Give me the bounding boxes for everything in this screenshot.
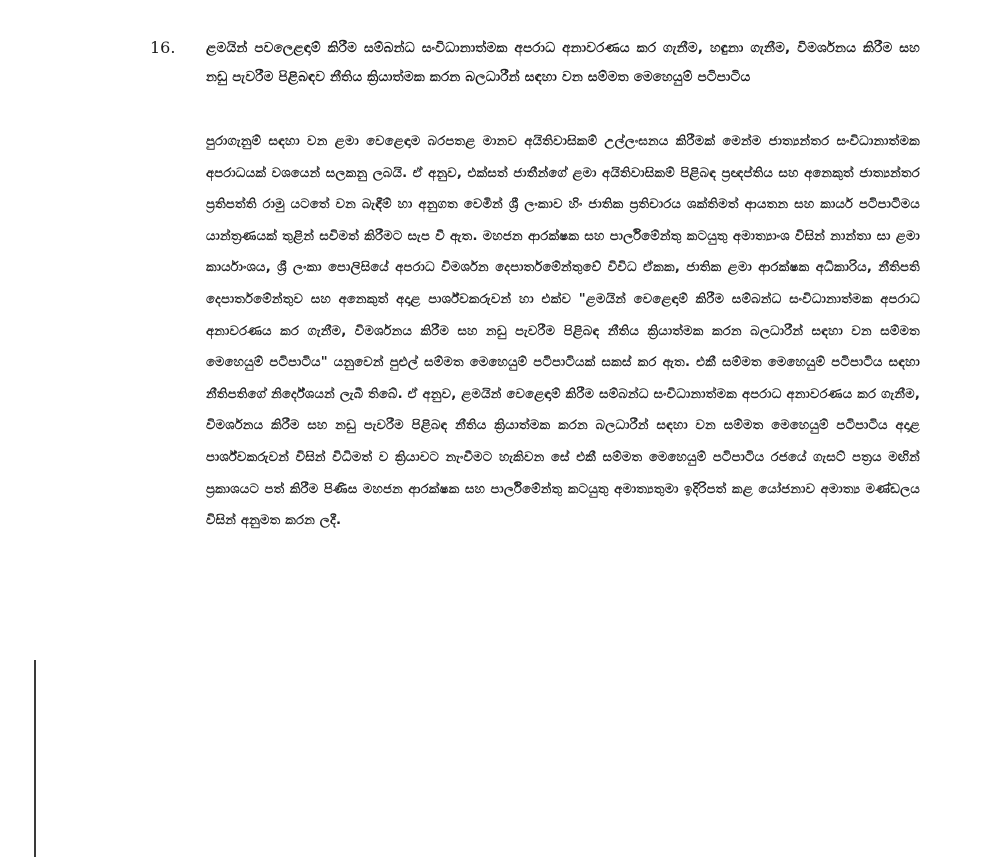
- cabinet-decision-item: [150, 34, 920, 537]
- left-margin-line: [34, 660, 36, 857]
- item-heading-row: [150, 34, 920, 92]
- item-heading: ළමයින් පවලෙළඳාම් කිරීම සම්බන්ධ සංවිධානාත්මක අපරාධ අනාවරණය කර ගැනීම, හඳුනා ගැනීම, විමර්ශනය කිරීම සහ නඩු පැවරීම පිළිබඳව නීතිය ක්‍රියාත්මක කරන බලධාරීන් සඳහා වන සම්මත මෙහෙයුම් පටිපාටිය: [206, 40, 920, 85]
- item-body-paragraph: පුරාගැනුම් සඳහා වන ළමා වෙළෙඳාම බරපතළ මානව අයිතිවාසිකම් උල්ලංඝනය කිරීමක් මෙන්ම ජාත්‍යන්තර සංවිධානාත්මක අපරාධයක් වශයෙන් සලකනු ලබයි. ඒ අනුව, එක්සත් ජාතීන්ගේ ළමා අයිතිවාසිකම් පිළිබඳ ප්‍රඥප්තිය සහ අනෙකුත් ජාත්‍යන්තර ප්‍රතිපත්ති රාමු යටතේ වන බැඳීම් හා අනුගත වෙමින් ශ්‍රී ලංකාව හිං ජාතික ප්‍රතිචාරය ශක්තිමත් ආයතන සහ කාර්ය පටිපාටිමය යාන්ත්‍රණයක් තුළින් සවිමත් කිරීමට සැප වී ඇත. මහජන ආරක්ෂක සහ පාර්ලිමේන්තු කටයුතු අමාත්‍යාංශ විසින් නාන්තා සා ළමා කාර්යාංශය, ශ්‍රී ලංකා පොලිසියේ අපරාධ විමර්ශන දෙපාර්තමේන්තුවේ විවිධ ඒකක, ජාතික ළමා ආරක්ෂක අධිකාරිය, නීතිපති දෙපාර්තමේන්තුව සහ අනෙකුත් අදාළ පාර්ශ්වකරුවන් හා එක්ව "ළමයින් වෙළෙඳාම් කිරීම සම්බන්ධ සංවිධානාත්මක අපරාධ අනාවරණය කර ගැනීම, විමර්ශනය කිරීම සහ නඩු පැවරීම පිළිබඳ නීතිය ක්‍රියාත්මක කරන බලධාරීන් සඳහා වන සම්මත මෙහෙයුම් පටිපාටිය" යනුවෙන් පුළුල් සම්මත මෙහෙයුම් පටිපාටියක් සකස් කර ඇත. එකී සම්මත මෙහෙයුම් පටිපාටිය සඳහා නීතිපතිගේ නිර්දේශයන් ලැබී තිබේ. ඒ අනුව, ළමයින් වෙළෙඳාම් කිරීම සම්බන්ධ සංවිධානාත්මක අපරාධ අනාවරණය කර ගැනීම, විමර්ශනය කිරීම සහ නඩු පැවරීම පිළිබඳ නීතිය ක්‍රියාත්මක කරන බලධාරීන් සඳහා වන සම්මත මෙහෙයුම් පටිපාටිය අදාළ පාර්ශ්වකරුවන් විසින් විධිමත් ව ක්‍රියාවට නැංවීමට හැකිවන සේ එකී සම්මත මෙහෙයුම් පටිපාටිය රජයේ ගැසට් පත්‍රය මඟින් ප්‍රකාශයට පත් කිරීම පිණිස මහජන ආරක්ෂක සහ පාර්ලිමේන්තු කටයුතු අමාත්‍යතුමා ඉදිරිපත් කළ යෝජනාව අමාත්‍ය මණ්ඩලය විසින් අනුමත කරන ලදී.: [206, 134, 920, 529]
- item-number: 16.: [150, 38, 176, 57]
